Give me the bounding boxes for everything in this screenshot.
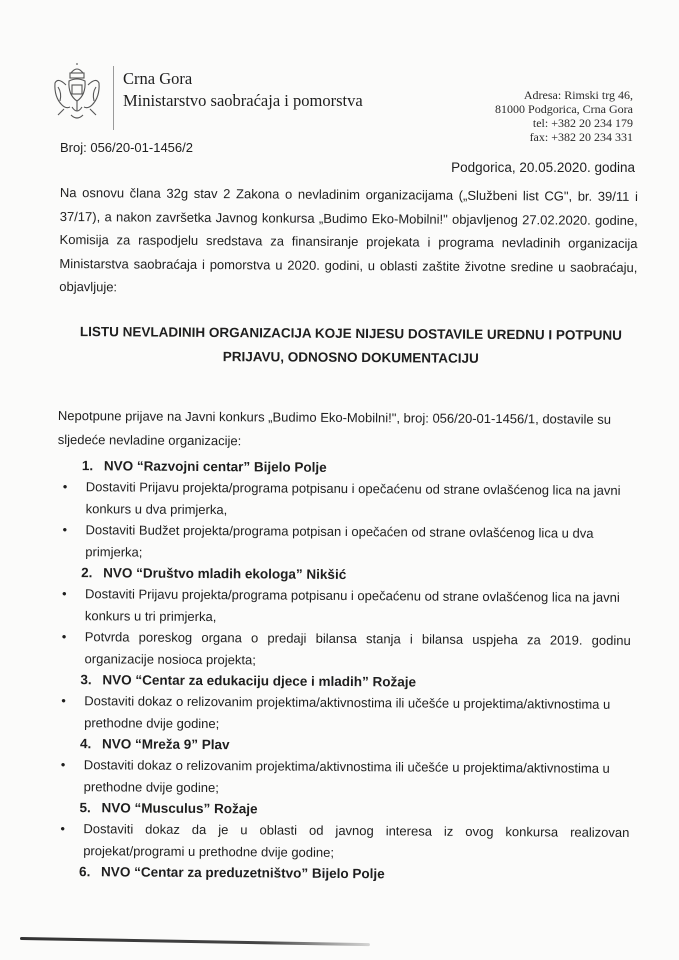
organization-item	[79, 861, 645, 886]
item-number: 1.	[81, 458, 94, 474]
document-title: LISTU NEVLADINIH ORGANIZACIJA KOJE NIJESU DOSTAVILE UREDNU I POTPUNU PRIJAVU, ODNOSNO DOKUMENTACIJU	[79, 324, 622, 366]
bullet-icon: •	[61, 629, 67, 645]
bullet-icon: •	[61, 693, 66, 709]
intro-paragraph: Na osnovu člana 32g stav 2 Zakona o nevladinim organizacijama („Službeni list CG", br. 39/11 i 37/17), a nakon završetka Javnog konkursa „Budimo Eko-Mobilni!" objavljenog 27.02.2020. godine, Komisija za raspodjelu sredstava za finansiranje projekata i programa nevladinih organizacija Ministarstva saobraćaja i pomorstva u 2020. godini, u oblasti zaštite životne sredine u saobraćaju, objavljuje:	[59, 184, 638, 295]
requirement-text: Dostaviti dokaz o relizovanim projektima/aktivnostima ili učešće u projektima/aktivnostima u prethodne dvije godine;	[84, 693, 611, 731]
item-number: 4.	[79, 736, 92, 752]
bullet-icon: •	[62, 479, 68, 495]
bullet-icon: •	[62, 522, 68, 538]
lead-paragraph: Nepotpune prijave na Javni konkurs „Budimo Eko-Mobilni!", broj: 056/20-01-1456/1, dostavile su sljedeće nevladine organizacije:	[57, 407, 612, 449]
ministry-name: Ministarstvo saobraćaja i pomorstva	[123, 91, 363, 110]
item-number: 2.	[81, 565, 93, 581]
address-block	[495, 88, 633, 144]
requirement-item	[57, 626, 631, 673]
bullet-icon: •	[60, 757, 66, 773]
phone-number: tel: +382 20 234 179	[532, 116, 633, 130]
bullet-icon: •	[61, 586, 67, 602]
reference-number: Broj: 056/20-01-1456/2	[60, 140, 193, 155]
organization-name: NVO “Društvo mladih ekologa” Nikšić	[103, 565, 347, 583]
bullet-icon: •	[60, 821, 66, 837]
requirement-text: Potvrda poreskog organa o predaji bilansa stanja i bilansa uspjeha za 2019. godinu organizacije nosioca projekta;	[84, 629, 631, 667]
item-number: 3.	[80, 672, 92, 688]
requirement-item	[56, 754, 630, 801]
requirement-text: Dostaviti Prijavu projekta/programa potpisanu i opečaćenu od strane ovlašćenog lica na javni konkurs u tri primjerka,	[84, 586, 620, 624]
footer-rule	[20, 937, 370, 946]
address-city: 81000 Podgorica, Crna Gora	[495, 102, 633, 116]
item-number: 6.	[79, 864, 91, 880]
requirement-text: Dostaviti dokaz da je u oblasti od javnog interesa iz ovog konkursa realizovan projekat/programi u prethodne dvije godine;	[83, 821, 630, 860]
country-name: Crna Gora	[123, 69, 193, 88]
requirement-item	[56, 690, 630, 737]
organization-list	[55, 455, 648, 886]
coat-of-arms-icon	[52, 63, 102, 125]
address-line: Adresa: Rimski trg 46,	[523, 88, 633, 102]
requirement-item	[58, 476, 632, 523]
requirement-item	[55, 818, 629, 865]
requirement-text: Dostaviti Prijavu projekta/programa potpisanu i opečaćenu od strane ovlašćenog lica na javni konkurs u dva primjerka,	[85, 479, 621, 517]
organization-name: NVO “Centar za preduzetništvo” Bijelo Polje	[101, 864, 385, 882]
requirement-text: Dostaviti dokaz o relizovanim projektima/aktivnostima ili učešće u projektima/aktivnostima u prethodne dvije godine;	[83, 757, 610, 795]
item-number: 5.	[79, 800, 91, 816]
fax-number: fax: +382 20 234 331	[529, 130, 633, 144]
header-divider	[113, 66, 114, 130]
requirement-item	[57, 583, 631, 630]
document-date: Podgorica, 20.05.2020. godina	[451, 160, 635, 175]
requirement-text: Dostaviti Budžet projekta/programa potpisan i opečaćen od strane ovlašćenog lica u dva primjerka;	[85, 522, 594, 560]
requirement-item	[57, 519, 631, 566]
organization-name: NVO “Musculus” Rožaje	[101, 800, 258, 817]
organization-name: NVO “Mreža 9” Plav	[101, 736, 230, 753]
organization-name: NVO “Razvojni centar” Bijelo Polje	[103, 458, 327, 475]
organization-name: NVO “Centar za edukaciju djece i mladih” Rožaje	[102, 672, 417, 690]
